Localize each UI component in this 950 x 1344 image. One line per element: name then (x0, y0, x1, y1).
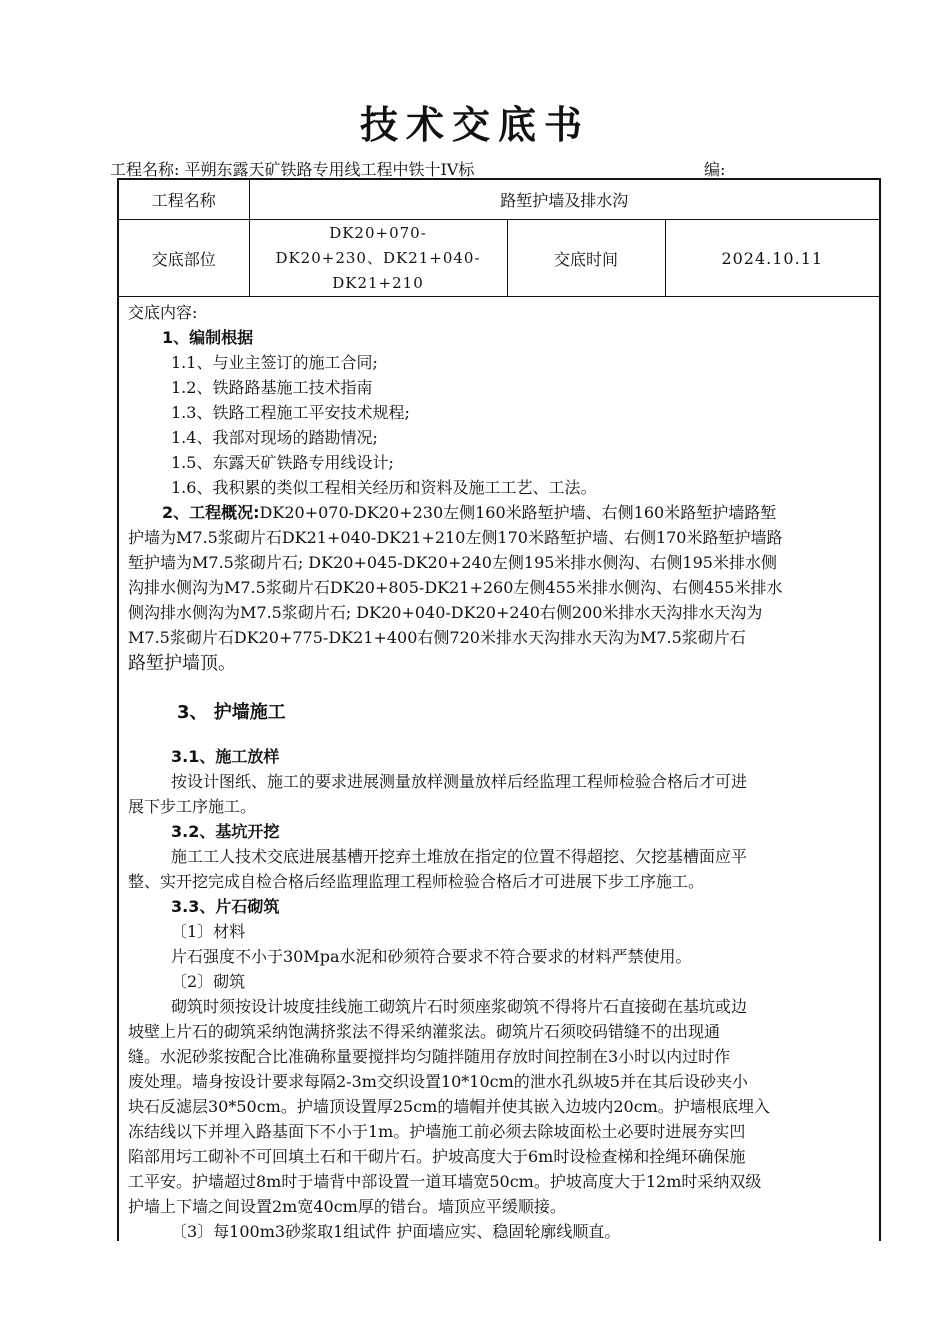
location-line: DK20+230、DK21+040- (275, 248, 481, 267)
section-3-3-heading: 3.3、片石砌筑 (171, 897, 280, 916)
basis-item: 1.3、铁路工程施工平安技术规程; (171, 403, 410, 422)
disclosure-form (117, 178, 881, 1241)
basis-item: 1.6、我积累的类似工程相关经历和资料及施工工艺、工法。 (171, 478, 597, 497)
overview-line: 侧沟排水侧沟为M7.5浆砌片石; DK20+040-DK20+240右侧200米排水天沟排水天沟为 (128, 603, 763, 622)
basis-item: 1.5、东露天矿铁路专用线设计; (171, 453, 394, 472)
header-table (119, 180, 879, 297)
overview-line: 堑护墙为M7.5浆砌片石; DK20+045-DK20+240左侧195米排水侧沟、右侧195米排水侧 (128, 553, 777, 572)
basis-item: 1.1、与业主签订的施工合同; (171, 353, 378, 372)
location-line: DK21+210 (332, 273, 424, 292)
section-2-heading: 2、工程概况: (162, 503, 260, 522)
project-name-value: 路堑护墙及排水沟 (249, 180, 879, 220)
time-label: 交底时间 (507, 220, 665, 297)
code-label: 编: (704, 160, 726, 179)
paragraph-line: 护墙上下墙之间设置2m宽40cm厚的错台。墙顶应平缓顺接。 (128, 1197, 566, 1216)
time-value: 2024.10.11 (665, 220, 879, 297)
disclosure-content (119, 297, 879, 1244)
basis-item: 1.2、铁路路基施工技术指南 (171, 378, 373, 397)
paragraph-line: 工平安。护墙超过8m时于墙背中部设置一道耳墙宽50cm。护坡高度大于12m时采纳双级 (128, 1172, 762, 1191)
overview-tail: 路堑护墙顶。 (128, 653, 236, 674)
paragraph-line: 整、实开挖完成自检合格后经监理监理工程师检验合格后才可进展下步工序施工。 (128, 872, 705, 891)
sub-heading-masonry: 〔2〕砌筑 (171, 972, 246, 991)
section-3-1-heading: 3.1、施工放样 (171, 747, 280, 766)
overview-line: 沟排水侧沟为M7.5浆砌片石DK20+805-DK21+260左侧455米排水侧沟、右侧455米排水 (128, 578, 783, 597)
paragraph-line: 施工工人技术交底进展基槽开挖弃土堆放在指定的位置不得超挖、欠挖基槽面应平 (171, 847, 748, 866)
sub-heading-materials: 〔1〕材料 (171, 922, 246, 941)
sub-heading-testing: 〔3〕每100m3砂浆取1组试件 护面墙应实、稳固轮廓线顺直。 (171, 1222, 621, 1241)
content-intro: 交底内容: (128, 303, 198, 322)
basis-item: 1.4、我部对现场的踏勘情况; (171, 428, 378, 447)
project-name-label: 工程名称 (119, 180, 249, 220)
paragraph-line: 缝。水泥砂浆按配合比准确称量要搅拌均匀随拌随用存放时间控制在3小时以内过时作 (128, 1047, 731, 1066)
section-3-2-heading: 3.2、基坑开挖 (171, 822, 280, 841)
paragraph-line: 展下步工序施工。 (128, 797, 257, 816)
location-line: DK20+070- (329, 223, 427, 242)
paragraph-line: 陷部用圬工砌补不可回填土石和干砌片石。护坡高度大于6m时设检查梯和拴绳环确保施 (128, 1147, 746, 1166)
paragraph-line: 废处理。墙身按设计要求每隔2-3m交织设置10*10cm的泄水孔纵坡5并在其后设砂夹小 (128, 1072, 748, 1091)
overview-line: DK20+070-DK20+230左侧160米路堑护墙、右侧160米路堑护墙路堑 (259, 503, 777, 522)
location-label: 交底部位 (119, 220, 249, 297)
project-line: 工程名称: 平朔东露天矿铁路专用线工程中铁十IV标 (110, 160, 475, 179)
location-value (249, 220, 507, 297)
paragraph-line: 冻结线以下并埋入路基面下不小于1m。护墙施工前必须去除坡面松土必要时进展夯实凹 (128, 1122, 746, 1141)
paragraph-line: 块石反滤层30*50cm。护墙顶设置厚25cm的墙帽并使其嵌入边坡内20cm。护墙根底埋入 (128, 1097, 770, 1116)
paragraph-line: 按设计图纸、施工的要求进展测量放样测量放样后经监理工程师检验合格后才可进 (171, 772, 748, 791)
document-title: 技术交底书 (359, 103, 590, 147)
section-3-heading: 3、 护墙施工 (177, 702, 286, 723)
section-1-heading: 1、编制根据 (162, 328, 254, 347)
overview-line: M7.5浆砌片石DK20+775-DK21+400右侧720米排水天沟排水天沟为M7.5浆砌片石 (128, 628, 746, 647)
overview-line: 护墙为M7.5浆砌片石DK21+040-DK21+210左侧170米路堑护墙、右侧170米路堑护墙路 (128, 528, 783, 547)
overview-first-line (128, 500, 870, 525)
paragraph-line: 砌筑时须按设计坡度挂线施工砌筑片石时须座浆砌筑不得将片石直接砌在基坑或边 (171, 997, 748, 1016)
paragraph-line: 坡壁上片石的砌筑采纳饱满挤浆法不得采纳灌浆法。砌筑片石须咬码错缝不的出现通 (128, 1022, 721, 1041)
paragraph-line: 片石强度不小于30Mpa水泥和砂须符合要求不符合要求的材料严禁使用。 (171, 947, 692, 966)
project-meta (110, 157, 870, 180)
